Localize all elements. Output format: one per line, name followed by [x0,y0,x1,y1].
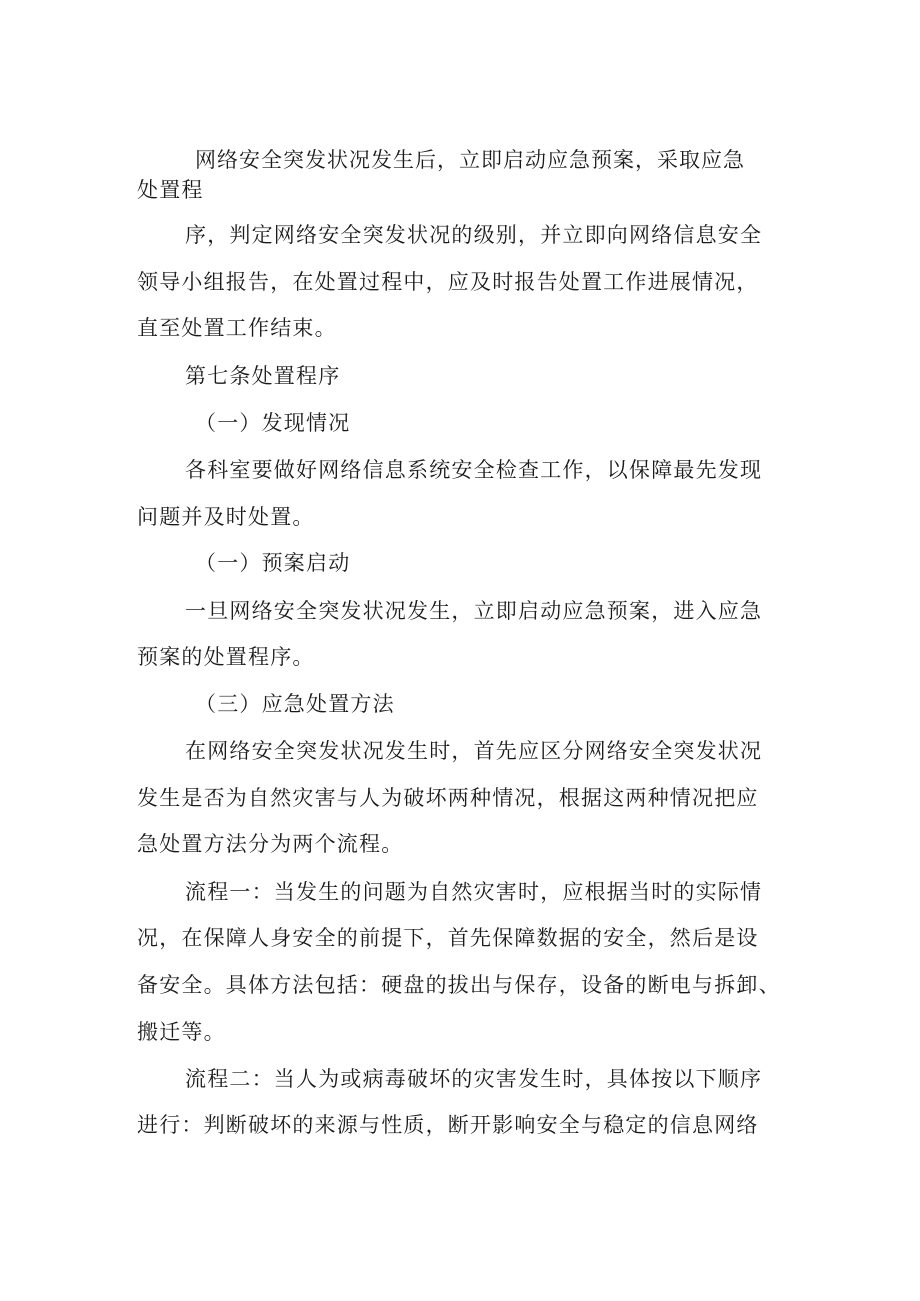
paragraph-line: 一旦网络安全突发状况发生，立即启动应急预案，进入应急 [185,599,763,623]
paragraph-line: 问题并及时处置。 [137,505,315,529]
paragraph-line: 急处置方法分为两个流程。 [137,832,404,856]
subsection-heading: （三）应急处置方法 [195,692,395,716]
paragraph-line: 流程二：当人为或病毒破坏的灾害发生时，具体按以下顺序 [185,1067,763,1091]
paragraph-line: 网络安全突发状况发生后，立即启动应急预案，采取应急 [195,148,745,172]
paragraph-line: 序，判定网络安全突发状况的级别，并立即向网络信息安全 [185,223,763,247]
paragraph-line: 况，在保障人身安全的前提下，首先保障数据的安全，然后是设 [137,926,759,950]
paragraph-line: 在网络安全突发状况发生时，首先应区分网络安全突发状况 [185,739,763,763]
section-heading: 第七条处置程序 [185,364,341,388]
paragraph-line: 处置程 [137,178,204,202]
paragraph-line: 领导小组报告，在处置过程中，应及时报告处置工作进展情况， [137,270,759,294]
paragraph-line: 直至处置工作结束。 [137,316,337,340]
paragraph-line: 进行：判断破坏的来源与性质，断开影响安全与稳定的信息网络 [137,1113,759,1137]
paragraph-line: 备安全。具体方法包括：硬盘的拔出与保存，设备的断电与拆卸、 [137,973,781,997]
subsection-heading: （一）发现情况 [195,411,351,435]
paragraph-line: 各科室要做好网络信息系统安全检查工作，以保障最先发现 [185,458,763,482]
paragraph-line: 发生是否为自然灾害与人为破坏两种情况，根据这两种情况把应 [137,786,759,810]
paragraph-line: 流程一：当发生的问题为自然灾害时，应根据当时的实际情 [185,880,763,904]
paragraph-line: 搬迁等。 [137,1020,226,1044]
paragraph-line: 预案的处置程序。 [137,645,315,669]
subsection-heading: （一）预案启动 [195,551,351,575]
